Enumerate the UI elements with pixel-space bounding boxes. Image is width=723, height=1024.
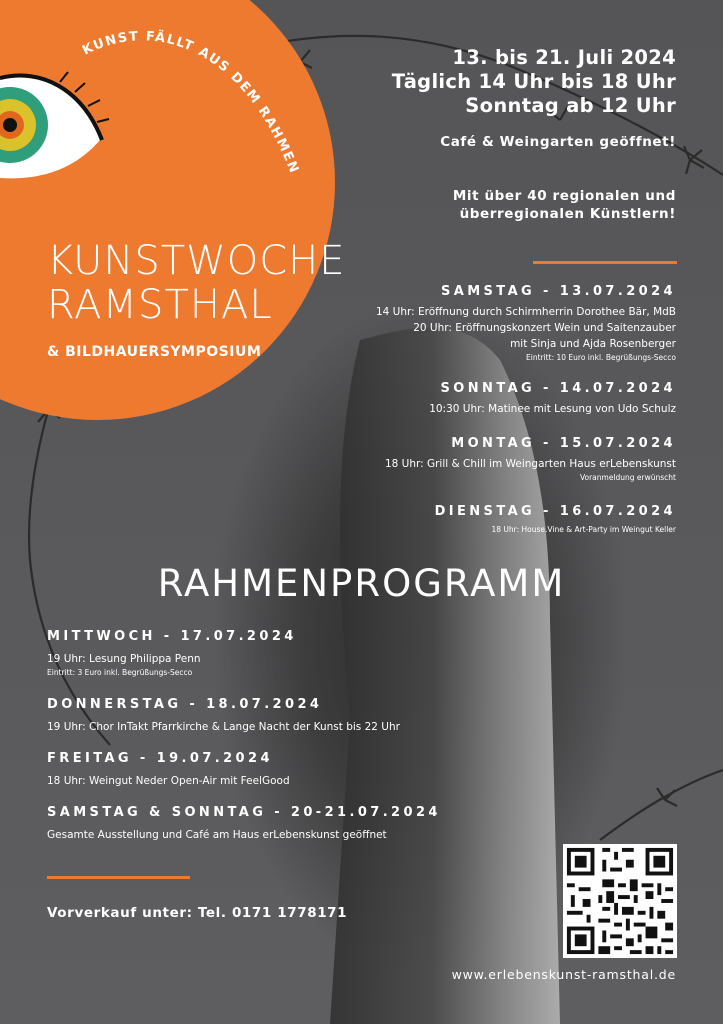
event-note: Eintritt: 10 Euro inkl. Begrüßungs-Secco <box>526 353 676 362</box>
day-heading: MONTAG - 15.07.2024 <box>451 436 676 451</box>
website-link[interactable]: www.erlebenskunst-ramsthal.de <box>451 967 676 982</box>
event-line: 10:30 Uhr: Matinee mit Lesung von Udo Schulz <box>429 403 676 415</box>
day-heading: SAMSTAG & SONNTAG - 20-21.07.2024 <box>47 805 441 820</box>
info-cafe: Café & Weingarten geöffnet! <box>440 134 676 150</box>
event-note: Eintritt: 3 Euro inkl. Begrüßungs-Secco <box>47 668 193 677</box>
info-dates: 13. bis 21. Juli 2024 <box>452 46 676 69</box>
schedule-day-mon <box>385 436 676 483</box>
qr-code-icon <box>563 844 677 958</box>
day-heading: SAMSTAG - 13.07.2024 <box>440 284 676 299</box>
divider-right <box>533 261 677 264</box>
event-line: 19 Uhr: Lesung Philippa Penn <box>47 653 201 665</box>
info-sunday-hours: Sonntag ab 12 Uhr <box>465 94 676 117</box>
event-note: 18 Uhr: House.Vine & Art-Party im Weingut Keller <box>491 525 676 534</box>
info-daily-hours: Täglich 14 Uhr bis 18 Uhr <box>391 70 676 93</box>
day-heading: SONNTAG - 14.07.2024 <box>440 381 676 396</box>
schedule-day-wed <box>47 629 297 678</box>
event-line: 18 Uhr: Weingut Neder Open-Air mit FeelGood <box>47 775 290 787</box>
arc-tagline <box>0 0 330 230</box>
qr-code[interactable] <box>563 844 677 958</box>
event-line: Gesamte Ausstellung und Café am Haus erLebenskunst geöffnet <box>47 829 387 841</box>
schedule-day-tue <box>435 504 676 535</box>
schedule-day-thu <box>47 697 400 735</box>
day-heading: MITTWOCH - 17.07.2024 <box>47 629 297 644</box>
event-line: 18 Uhr: Grill & Chill im Weingarten Haus erLebenskunst <box>384 458 676 470</box>
subtitle: & BILDHAUERSYMPOSIUM <box>47 344 262 360</box>
title-line1: KUNSTWOCHE <box>47 238 346 284</box>
program-title: RAHMENPROGRAMM <box>157 562 566 605</box>
info-artists-1: Mit über 40 regionalen und <box>452 188 676 204</box>
divider-left <box>47 876 190 879</box>
event-line: 20 Uhr: Eröffnungskonzert Wein und Saitenzauber <box>413 322 676 334</box>
info-artists-2: überregionalen Künstlern! <box>459 206 676 222</box>
day-heading: DIENSTAG - 16.07.2024 <box>434 504 676 519</box>
schedule-weekend <box>47 805 441 843</box>
info-block <box>392 46 676 118</box>
schedule-day-sun <box>429 381 676 417</box>
presale-phone: Vorverkauf unter: Tel. 0171 1778171 <box>47 905 348 921</box>
arc-tagline-text: KUNST FÄLLT AUS DEM RAHMEN <box>80 29 302 177</box>
day-heading: DONNERSTAG - 18.07.2024 <box>47 697 323 712</box>
event-line: mit Sinja und Ajda Rosenberger <box>510 338 676 350</box>
schedule-day-fri <box>47 751 290 789</box>
event-line: 14 Uhr: Eröffnung durch Schirmherrin Dorothee Bär, MdB <box>375 306 676 318</box>
schedule-day-sat <box>376 284 676 363</box>
svg-text:KUNST FÄLLT AUS DEM RAHMEN <box>80 29 301 176</box>
event-note: Voranmeldung erwünscht <box>579 473 676 482</box>
title-line2: RAMSTHAL <box>47 282 273 328</box>
event-line: 19 Uhr: Chor InTakt Pfarrkirche & Lange Nacht der Kunst bis 22 Uhr <box>47 721 400 733</box>
day-heading: FREITAG - 19.07.2024 <box>47 751 273 766</box>
